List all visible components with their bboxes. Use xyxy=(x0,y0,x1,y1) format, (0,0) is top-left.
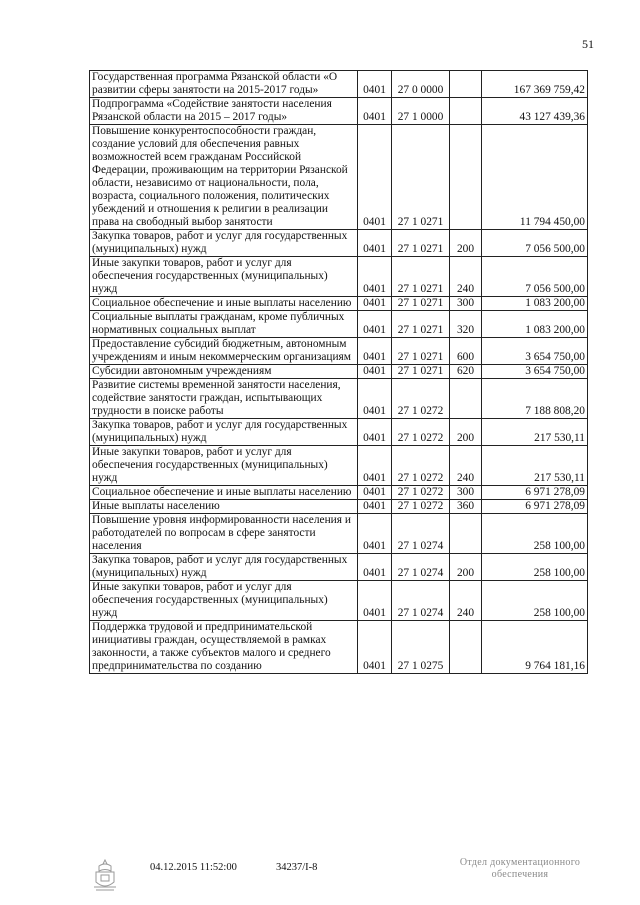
table-row xyxy=(90,446,588,486)
expense-type-code xyxy=(450,71,482,98)
amount-value: 11 794 450,00 xyxy=(482,125,588,230)
footer-document-code: 34237/I-8 xyxy=(276,862,318,873)
department-stamp xyxy=(440,857,600,881)
table-row xyxy=(90,486,588,500)
budget-item-name: Субсидии автономным учреждениям xyxy=(90,365,358,379)
budget-item-name: Повышение конкурентоспособности граждан, создание условий для обеспечения равных возможностей всем гражданам Российской Федерации, проживающим на территории Рязанской области, независимо от национальности, пола, возраста, социального положения, политических убеждений и отношения к религии в реализации права на свободный выбор занятости xyxy=(90,125,358,230)
amount-value: 167 369 759,42 xyxy=(482,71,588,98)
target-article-code: 27 1 0272 xyxy=(392,446,450,486)
expense-type-code: 200 xyxy=(450,419,482,446)
section-code: 0401 xyxy=(358,446,392,486)
amount-value: 217 530,11 xyxy=(482,419,588,446)
table-row xyxy=(90,514,588,554)
amount-value: 1 083 200,00 xyxy=(482,311,588,338)
section-code: 0401 xyxy=(358,514,392,554)
target-article-code: 27 1 0275 xyxy=(392,621,450,674)
budget-item-name: Социальное обеспечение и иные выплаты населению xyxy=(90,486,358,500)
table-row xyxy=(90,297,588,311)
target-article-code: 27 1 0271 xyxy=(392,297,450,311)
budget-item-name: Повышение уровня информированности населения и работодателей по вопросам в сфере занятости населения xyxy=(90,514,358,554)
expense-type-code: 240 xyxy=(450,257,482,297)
budget-item-name: Иные закупки товаров, работ и услуг для обеспечения государственных (муниципальных) нужд xyxy=(90,446,358,486)
expense-type-code: 620 xyxy=(450,365,482,379)
expense-type-code: 200 xyxy=(450,554,482,581)
coat-of-arms-icon xyxy=(90,857,120,893)
budget-item-name: Закупка товаров, работ и услуг для государственных (муниципальных) нужд xyxy=(90,554,358,581)
budget-item-name: Социальное обеспечение и иные выплаты населению xyxy=(90,297,358,311)
target-article-code: 27 1 0272 xyxy=(392,379,450,419)
budget-table xyxy=(89,70,588,674)
section-code: 0401 xyxy=(358,98,392,125)
table-row xyxy=(90,379,588,419)
amount-value: 7 056 500,00 xyxy=(482,230,588,257)
table-row xyxy=(90,125,588,230)
expense-type-code: 320 xyxy=(450,311,482,338)
table-row xyxy=(90,338,588,365)
amount-value: 258 100,00 xyxy=(482,581,588,621)
page-footer xyxy=(0,857,640,897)
target-article-code: 27 1 0271 xyxy=(392,311,450,338)
table-row xyxy=(90,257,588,297)
amount-value: 217 530,11 xyxy=(482,446,588,486)
table-row xyxy=(90,554,588,581)
table-row xyxy=(90,230,588,257)
table-row xyxy=(90,419,588,446)
expense-type-code: 300 xyxy=(450,486,482,500)
target-article-code: 27 1 0271 xyxy=(392,125,450,230)
amount-value: 43 127 439,36 xyxy=(482,98,588,125)
amount-value: 7 056 500,00 xyxy=(482,257,588,297)
table-row xyxy=(90,621,588,674)
amount-value: 258 100,00 xyxy=(482,554,588,581)
target-article-code: 27 1 0000 xyxy=(392,98,450,125)
expense-type-code: 300 xyxy=(450,297,482,311)
target-article-code: 27 0 0000 xyxy=(392,71,450,98)
table-row xyxy=(90,71,588,98)
page-number: 51 xyxy=(582,37,594,51)
section-code: 0401 xyxy=(358,581,392,621)
footer-datetime: 04.12.2015 11:52:00 xyxy=(150,862,237,873)
stamp-line-1: Отдел документационного xyxy=(459,857,581,868)
budget-item-name: Предоставление субсидий бюджетным, автономным учреждениям и иным некоммерческим организациям xyxy=(90,338,358,365)
target-article-code: 27 1 0274 xyxy=(392,514,450,554)
budget-item-name: Закупка товаров, работ и услуг для государственных (муниципальных) нужд xyxy=(90,230,358,257)
section-code: 0401 xyxy=(358,621,392,674)
section-code: 0401 xyxy=(358,311,392,338)
budget-item-name: Развитие системы временной занятости населения, содействие занятости граждан, испытывающих трудности в поиске работы xyxy=(90,379,358,419)
budget-item-name: Социальные выплаты гражданам, кроме публичных нормативных социальных выплат xyxy=(90,311,358,338)
budget-item-name: Иные выплаты населению xyxy=(90,500,358,514)
target-article-code: 27 1 0271 xyxy=(392,230,450,257)
budget-item-name: Поддержка трудовой и предпринимательской инициативы граждан, осуществляемой в рамках законности, а также субъектов малого и среднего предпринимательства по созданию xyxy=(90,621,358,674)
target-article-code: 27 1 0272 xyxy=(392,500,450,514)
section-code: 0401 xyxy=(358,554,392,581)
amount-value: 3 654 750,00 xyxy=(482,338,588,365)
expense-type-code xyxy=(450,379,482,419)
expense-type-code: 240 xyxy=(450,581,482,621)
section-code: 0401 xyxy=(358,500,392,514)
budget-table-body xyxy=(90,71,588,674)
target-article-code: 27 1 0274 xyxy=(392,554,450,581)
section-code: 0401 xyxy=(358,257,392,297)
expense-type-code: 360 xyxy=(450,500,482,514)
target-article-code: 27 1 0274 xyxy=(392,581,450,621)
section-code: 0401 xyxy=(358,486,392,500)
amount-value: 1 083 200,00 xyxy=(482,297,588,311)
amount-value: 6 971 278,09 xyxy=(482,486,588,500)
amount-value: 3 654 750,00 xyxy=(482,365,588,379)
expense-type-code xyxy=(450,621,482,674)
expense-type-code xyxy=(450,514,482,554)
amount-value: 9 764 181,16 xyxy=(482,621,588,674)
budget-item-name: Иные закупки товаров, работ и услуг для обеспечения государственных (муниципальных) нужд xyxy=(90,581,358,621)
section-code: 0401 xyxy=(358,419,392,446)
section-code: 0401 xyxy=(358,125,392,230)
budget-item-name: Закупка товаров, работ и услуг для государственных (муниципальных) нужд xyxy=(90,419,358,446)
target-article-code: 27 1 0271 xyxy=(392,257,450,297)
table-row xyxy=(90,581,588,621)
amount-value: 258 100,00 xyxy=(482,514,588,554)
section-code: 0401 xyxy=(358,297,392,311)
budget-item-name: Иные закупки товаров, работ и услуг для обеспечения государственных (муниципальных) нужд xyxy=(90,257,358,297)
table-row xyxy=(90,98,588,125)
budget-item-name: Подпрограмма «Содействие занятости населения Рязанской области на 2015 – 2017 годы» xyxy=(90,98,358,125)
table-row xyxy=(90,500,588,514)
expense-type-code xyxy=(450,98,482,125)
target-article-code: 27 1 0272 xyxy=(392,419,450,446)
target-article-code: 27 1 0271 xyxy=(392,338,450,365)
section-code: 0401 xyxy=(358,71,392,98)
target-article-code: 27 1 0271 xyxy=(392,365,450,379)
section-code: 0401 xyxy=(358,365,392,379)
budget-item-name: Государственная программа Рязанской области «О развитии сферы занятости на 2015-2017 годы» xyxy=(90,71,358,98)
section-code: 0401 xyxy=(358,230,392,257)
section-code: 0401 xyxy=(358,338,392,365)
section-code: 0401 xyxy=(358,379,392,419)
amount-value: 6 971 278,09 xyxy=(482,500,588,514)
target-article-code: 27 1 0272 xyxy=(392,486,450,500)
expense-type-code: 600 xyxy=(450,338,482,365)
expense-type-code: 200 xyxy=(450,230,482,257)
table-row xyxy=(90,311,588,338)
amount-value: 7 188 808,20 xyxy=(482,379,588,419)
stamp-line-2: обеспечения xyxy=(491,869,549,880)
expense-type-code: 240 xyxy=(450,446,482,486)
expense-type-code xyxy=(450,125,482,230)
table-row xyxy=(90,365,588,379)
